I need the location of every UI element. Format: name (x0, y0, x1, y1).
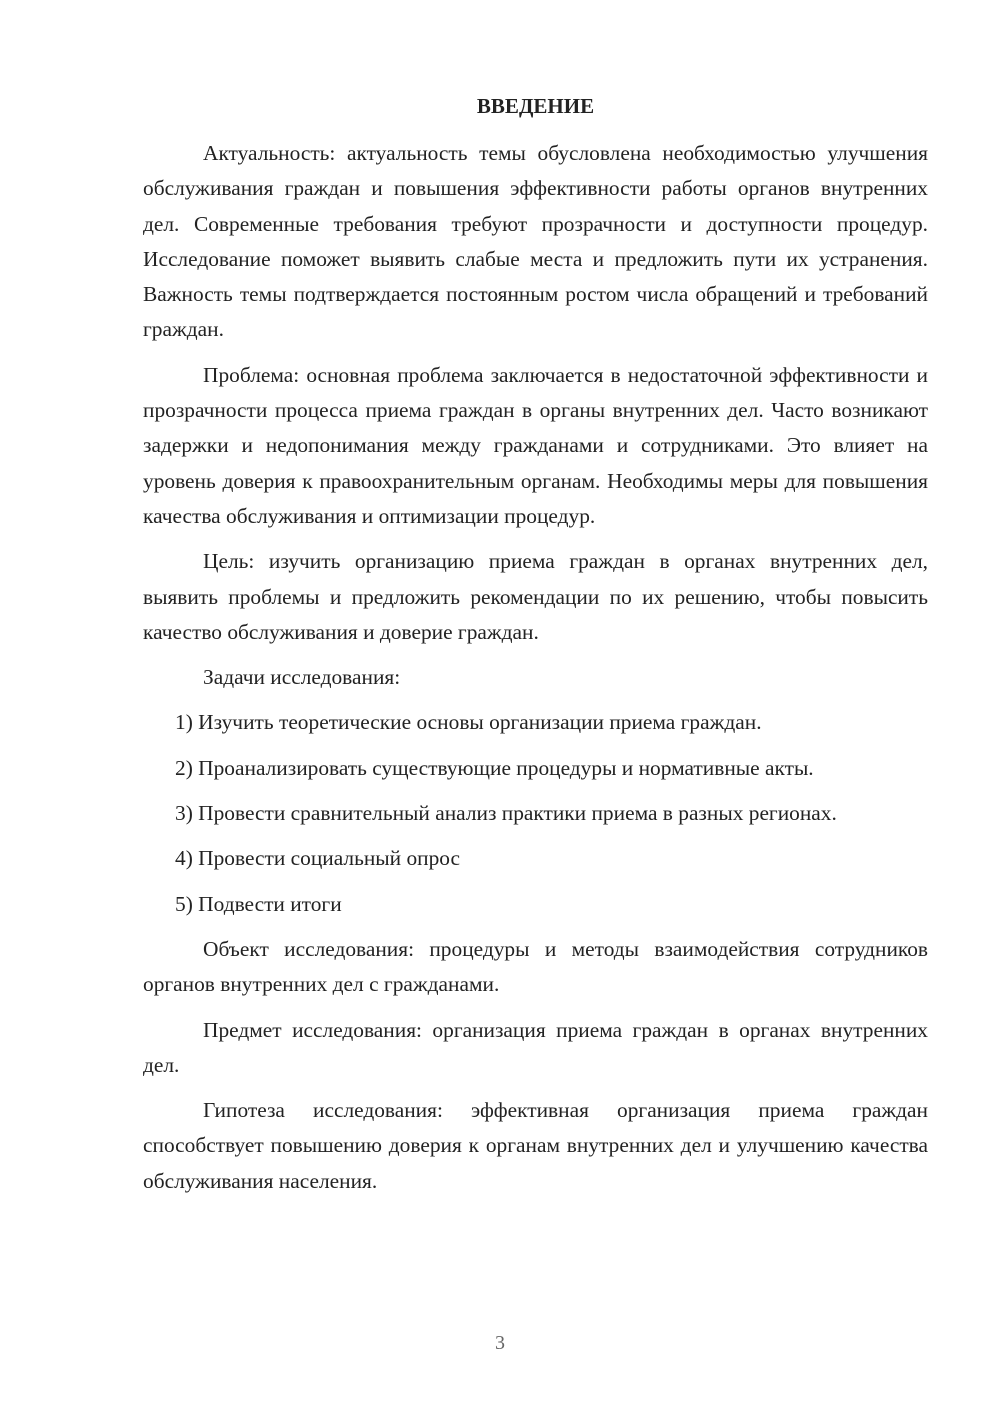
page-number: 3 (495, 1332, 505, 1354)
object-paragraph: Объект исследования: процедуры и методы взаимодействия сотрудников органов внутренних дел с гражданами. (143, 936, 928, 997)
task-item-3: 3) Провести сравнительный анализ практики приема в разных регионах. (175, 801, 837, 826)
task-item-1: 1) Изучить теоретические основы организации приема граждан. (175, 710, 762, 735)
task-item-5: 5) Подвести итоги (175, 891, 342, 916)
tasks-title: Задачи исследования: (203, 665, 401, 690)
task-item-4: 4) Провести социальный опрос (175, 846, 461, 871)
task-item-2: 2) Проанализировать существующие процедуры и нормативные акты. (175, 755, 814, 780)
goal-paragraph: Цель: изучить организацию приема граждан в органах внутренних дел, выявить проблемы и предложить рекомендации по их решению, чтобы повысить качество обслуживания и доверие граждан. (143, 549, 928, 644)
section-heading: ВВЕДЕНИЕ (476, 94, 595, 118)
problem-paragraph: Проблема: основная проблема заключается в недостаточной эффективности и прозрачности процесса приема граждан в органы внутренних дел. Часто возникают задержки и недопонимания между гражданами и сотрудниками. Это влияет на уровень доверия к правоохранительным органам. Необходимы меры для повышения качества обслуживания и оптимизации процедур. (143, 362, 928, 528)
subject-paragraph: Предмет исследования: организация приема граждан в органах внутренних дел. (143, 1017, 928, 1077)
relevance-paragraph: Актуальность: актуальность темы обусловлена необходимостью улучшения обслуживания граждан и повышения эффективности работы органов внутренних дел. Современные требования требуют прозрачности и доступности процедур. Исследование поможет выявить слабые места и предложить пути их устранения. Важность темы подтверждается постоянным ростом числа обращений и требований граждан. (143, 141, 928, 342)
text-column (143, 88, 928, 1209)
hypothesis-paragraph: Гипотеза исследования: эффективная организация приема граждан способствует повышению доверия к органам внутренних дел и улучшению качества обслуживания населения. (143, 1098, 928, 1193)
